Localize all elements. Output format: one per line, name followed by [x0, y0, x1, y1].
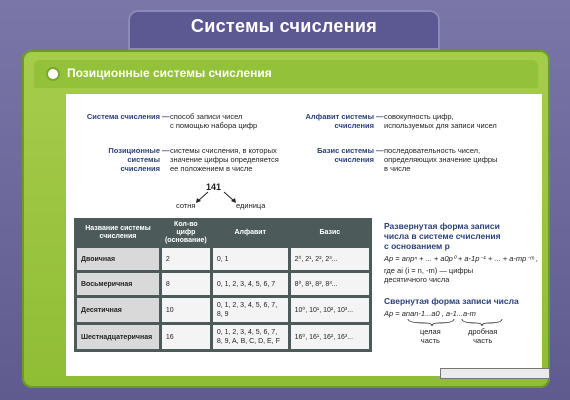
table-row: [77, 325, 369, 349]
table-cell: 10: [162, 298, 210, 322]
definition-line: с помощью набора цифр: [170, 121, 258, 130]
table-row: [77, 298, 369, 322]
table-header-row: [77, 221, 369, 245]
table-cell: Восьмеричная: [77, 273, 159, 295]
definition-line: совокупность цифр,: [384, 112, 454, 121]
table-cell: 0, 1, 2, 3, 4, 5, 6, 7: [213, 273, 288, 295]
table-row: [77, 273, 369, 295]
definition-line: значение цифры определяется: [170, 155, 279, 164]
dash: —: [376, 112, 384, 121]
bullet-icon: [48, 69, 58, 79]
definition-text: [384, 146, 538, 173]
page-title: Системы счисления: [190, 16, 378, 36]
definition-line: способ записи чисел: [170, 112, 243, 121]
systems-table: [74, 218, 372, 352]
table-cell: Шестнадцатеричная: [77, 325, 159, 349]
table-header: Базис: [291, 221, 369, 245]
definition-line: определяющих значение цифры: [384, 155, 498, 164]
fraction-part-label: дробная часть: [468, 327, 498, 345]
definition-text: [384, 112, 538, 130]
barcode-strip: [440, 368, 550, 379]
table-cell: Десятичная: [77, 298, 159, 322]
table-cell: 8⁰, 8¹, 8², 8³...: [291, 273, 369, 295]
dash: —: [376, 146, 384, 155]
title-tab: [128, 10, 440, 50]
definition-line: в числе: [384, 164, 411, 173]
whole-part-label: целая часть: [420, 327, 441, 345]
definition-term: Алфавит системы счисления: [305, 112, 374, 130]
table-header: Кол-во цифр (основание): [162, 221, 210, 245]
definition-positional: [72, 146, 302, 176]
table-cell: 0, 1, 2, 3, 4, 5, 6, 7, 8, 9: [213, 298, 288, 322]
table-cell: Двоичная: [77, 248, 159, 270]
example-left-label: сотня: [176, 201, 196, 210]
definition-alphabet: [302, 112, 538, 134]
table-cell: 16⁰, 16¹, 16², 16³...: [291, 325, 369, 349]
definition-term: Система счисления: [86, 112, 160, 121]
table-header: Название системы счисления: [77, 221, 159, 245]
table-header: Алфавит: [213, 221, 288, 245]
definition-line: системы счисления, в которых: [170, 146, 277, 155]
dash: —: [162, 146, 170, 155]
definition-system: [72, 112, 302, 134]
expanded-note-line: десятичного числа: [384, 275, 450, 284]
table-cell: 10⁰, 10¹, 10², 10³...: [291, 298, 369, 322]
definition-term: Позиционные системы счисления: [108, 146, 160, 173]
table-cell: 2: [162, 248, 210, 270]
example-number: 141: [206, 182, 222, 192]
expanded-note: [384, 266, 534, 284]
table-cell: 2⁰, 2¹, 2², 2³...: [291, 248, 369, 270]
table-cell: 0, 1, 2, 3, 4, 5, 6, 7, 8, 9, A, B, C, D, E, F: [213, 325, 288, 349]
definition-line: ее положением в числе: [170, 164, 253, 173]
example-right-label: единица: [236, 201, 266, 210]
whole-brace: [408, 319, 454, 326]
collapsed-heading: Свернутая форма записи числа: [384, 296, 519, 306]
definition-basis: [302, 146, 538, 176]
definition-text: [170, 146, 302, 173]
arrow-left: [198, 192, 208, 201]
table-cell: 0, 1: [213, 248, 288, 270]
table-row: [77, 248, 369, 270]
definition-line: последовательность чисел,: [384, 146, 481, 155]
expanded-formula: Ap = anpⁿ + ... + a0p⁰ + a-1p⁻¹ + ... + a-mp⁻ᵐ ,: [384, 254, 539, 263]
expanded-note-line: где ai (i = n, -m) — цифры: [384, 266, 474, 275]
section-title: Позиционные системы счисления: [67, 66, 272, 80]
arrow-right: [224, 192, 234, 201]
table-cell: 8: [162, 273, 210, 295]
definition-term: Базис системы счисления: [317, 146, 374, 164]
fraction-brace: [462, 319, 502, 326]
section-header: [34, 60, 538, 88]
definition-text: [170, 112, 302, 130]
collapsed-formula: Ap = anan-1...a0 , a-1...a-m: [384, 309, 476, 318]
table-cell: 16: [162, 325, 210, 349]
definition-line: используемых для записи чисел: [384, 121, 497, 130]
dash: —: [162, 112, 170, 121]
expanded-heading: Развернутая форма записи числа в системе счисления с основанием p: [384, 221, 501, 251]
